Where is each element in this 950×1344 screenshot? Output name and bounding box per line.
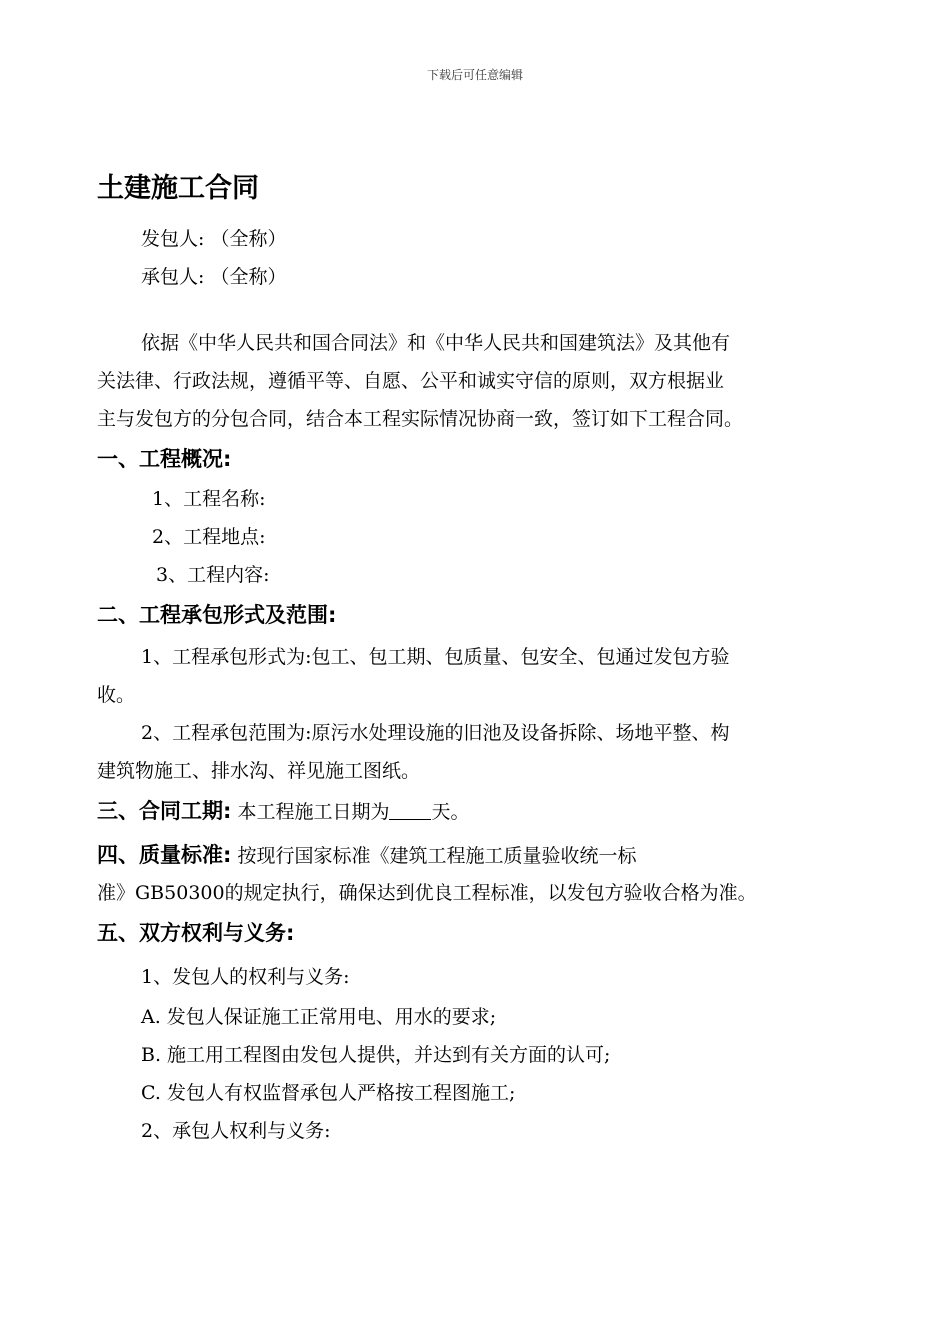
intro-line-3: 主与发包方的分包合同，结合本工程实际情况协商一致，签订如下工程合同。: [97, 408, 744, 430]
intro-line-2: 关法律、行政法规，遵循平等、自愿、公平和诚实守信的原则，双方根据业: [97, 370, 725, 392]
section-5-heading: 五、双方权利与义务:: [97, 921, 295, 945]
intro-line-1: 依据《中华人民共和国合同法》和《中华人民共和国建筑法》及其他有: [141, 332, 731, 354]
section-2-p2-line-2: 建筑物施工、排水沟、祥见施工图纸。: [97, 760, 421, 782]
section-5-item-a: A. 发包人保证施工正常用电、用水的要求;: [141, 1006, 497, 1028]
section-4-line-2: 准》GB50300的规定执行，确保达到优良工程标准，以发包方验收合格为准。: [97, 882, 757, 904]
section-1-item-3: 3、工程内容:: [156, 564, 270, 586]
section-5-sub-1: 1、发包人的权利与义务:: [141, 966, 350, 988]
section-2-p1-line-1: 1、工程承包形式为:包工、包工期、包质量、包安全、包通过发包方验: [141, 646, 730, 668]
section-5-item-c: C. 发包人有权监督承包人严格按工程图施工;: [141, 1082, 516, 1104]
section-2-p1-line-2: 收。: [97, 684, 136, 706]
section-4-heading: 四、质量标准:: [97, 843, 232, 867]
section-5-sub-2: 2、承包人权利与义务:: [141, 1120, 331, 1142]
section-3-text-before: 本工程施工日期为: [237, 801, 390, 823]
section-2-heading: 二、工程承包形式及范围:: [97, 603, 337, 627]
page-title: 土建施工合同: [97, 173, 259, 204]
section-4-line-1: [97, 842, 636, 869]
section-3-heading: 三、合同工期:: [97, 799, 232, 823]
days-blank: [389, 801, 431, 820]
contractor-line: 承包人: （全称）: [141, 266, 287, 288]
section-1-heading: 一、工程概况:: [97, 447, 232, 471]
section-2-p2-line-1: 2、工程承包范围为:原污水处理设施的旧池及设备拆除、场地平整、构: [141, 722, 730, 744]
section-1-item-1: 1、工程名称:: [152, 488, 266, 510]
page-header: 下载后可任意编辑: [426, 68, 523, 82]
section-1-item-2: 2、工程地点:: [152, 526, 266, 548]
section-3-line: [97, 798, 469, 825]
section-3-text-after: 天。: [431, 801, 470, 823]
employer-line: 发包人: （全称）: [141, 228, 287, 250]
section-5-item-b: B. 施工用工程图由发包人提供，并达到有关方面的认可;: [141, 1044, 611, 1066]
section-4-text-a: 按现行国家标准《建筑工程施工质量验收统一标: [237, 845, 637, 867]
